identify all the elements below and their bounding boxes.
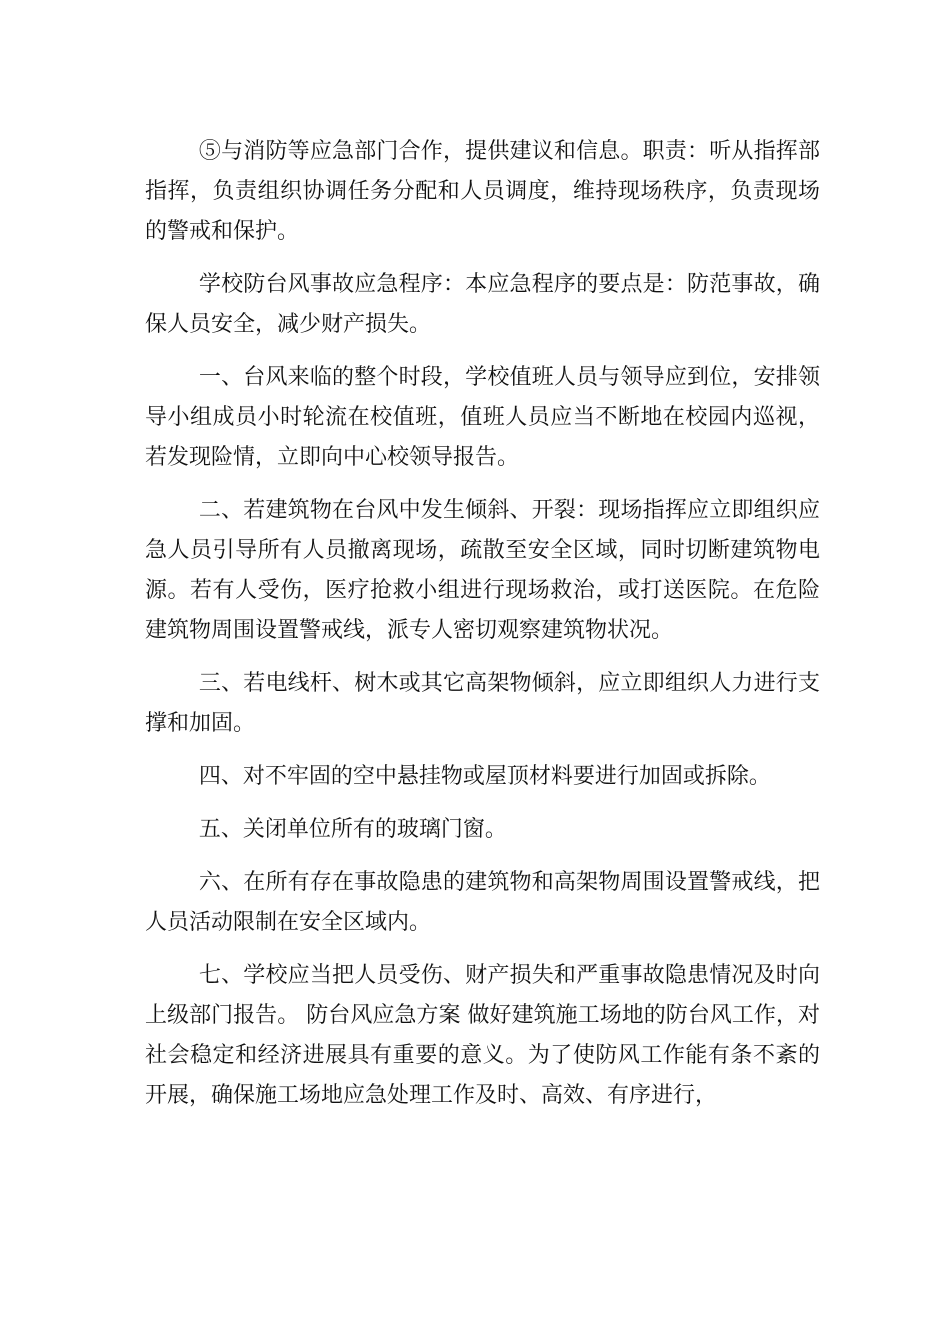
paragraph-step-six: 六、在所有存在事故隐患的建筑物和高架物周围设置警戒线，把人员活动限制在安全区域内。: [145, 870, 820, 935]
paragraph-step-seven: 七、学校应当把人员受伤、财产损失和严重事故隐患情况及时向上级部门报告。 防台风应急方案 做好建筑施工场地的防台风工作，对社会稳定和经济进展具有重要的意义。为了使防风工作能有条不紊的开展，确保施工场地应急处理工作及时、高效、有序进行，: [145, 963, 820, 1108]
paragraph-step-four: 四、对不牢固的空中悬挂物或屋顶材料要进行加固或拆除。: [198, 764, 771, 789]
paragraph-step-two: 二、若建筑物在台风中发生倾斜、开裂：现场指挥应立即组织应急人员引导所有人员撤离现场，疏散至安全区域，同时切断建筑物电源。若有人受伤，医疗抢救小组进行现场救治，或打送医院。在危险建筑物周围设置警戒线，派专人密切观察建筑物状况。: [145, 498, 820, 643]
paragraph-step-one: 一、台风来临的整个时段，学校值班人员与领导应到位，安排领导小组成员小时轮流在校值班，值班人员应当不断地在校园内巡视，若发现险情，立即向中心校领导报告。: [145, 365, 820, 470]
paragraph-typhoon-emergency-procedure: 学校防台风事故应急程序：本应急程序的要点是：防范事故，确保人员安全，减少财产损失。: [145, 272, 820, 337]
paragraph-fire-department-cooperation: ⑤与消防等应急部门合作，提供建议和信息。职责：听从指挥部指挥，负责组织协调任务分配和人员调度，维持现场秩序，负责现场的警戒和保护。: [145, 139, 820, 244]
document-body: [145, 132, 820, 1129]
paragraph-step-three: 三、若电线杆、树木或其它高架物倾斜，应立即组织人力进行支撑和加固。: [145, 671, 820, 736]
paragraph-step-five: 五、关闭单位所有的玻璃门窗。: [198, 817, 507, 842]
